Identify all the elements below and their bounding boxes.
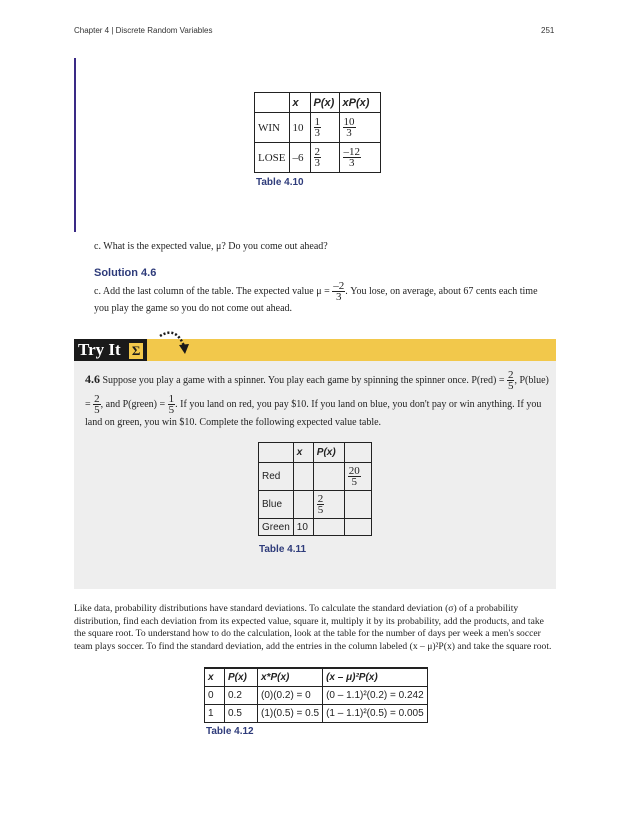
x-value: 10 (289, 113, 310, 143)
row-label: Red (259, 463, 294, 491)
table-header-cell: P(x) (225, 668, 258, 687)
fraction: $\frac{2}{5}$ (317, 493, 324, 516)
table-header-cell (255, 93, 290, 113)
solution-line-1: c. Add the last column of the table. The expected value μ = $\frac{-2}{3}$ . You lose, on average, about 67 cents each time (94, 280, 538, 303)
table-row (255, 113, 381, 143)
x-value: 10 (293, 519, 313, 536)
table-header-cell: x (289, 93, 310, 113)
question-c: c. What is the expected value, μ? Do you come out ahead? (94, 241, 328, 252)
table-caption: Table 4.12 (206, 726, 254, 737)
example-sidebar-rule (74, 58, 76, 232)
table-header-cell: P(x) (310, 93, 339, 113)
tryit-line-1: 4.6 Suppose you play a game with a spinner. You play each game by spinning the spinner once. P(red) = $\frac{2}{5}$ , P(blue) (85, 369, 549, 393)
fraction: $\frac{20}{5}$ (348, 465, 360, 488)
table-header-cell: xP(x) (339, 93, 380, 113)
fraction: $\frac{2}{3}$ (314, 146, 320, 169)
table-4-12 (204, 667, 428, 723)
blank-cell[interactable] (344, 519, 371, 536)
table-header-cell: x*P(x) (258, 668, 323, 687)
table-row (259, 519, 372, 536)
table-4-11 (258, 442, 372, 536)
blank-cell[interactable] (293, 491, 313, 519)
row-label: WIN (255, 113, 290, 143)
fraction: $\frac{-12}{3}$ (343, 146, 360, 169)
tryit-line-3: land on green, you win $10. Complete the following expected value table. (85, 417, 382, 428)
blank-cell[interactable] (313, 519, 344, 536)
dotted-arrow-icon (158, 328, 194, 358)
try-it-label: Try It Σ (74, 339, 147, 361)
table-header-cell: x (205, 668, 225, 687)
solution-title: Solution 4.6 (94, 267, 157, 279)
table-row (255, 143, 381, 173)
blank-cell[interactable] (344, 491, 371, 519)
table-row (259, 491, 372, 519)
sigma-icon: Σ (129, 343, 144, 359)
table-caption: Table 4.11 (259, 544, 307, 555)
std-dev-paragraph: Like data, probability distributions have standard deviations. To calculate the standard deviation (σ) of a probability distribution, find each deviation from its expected value, square it, multiply it by its probability, add the products, and take the square root. To understand how to do the calculation, look at the table for the number of days per week a men's soccer team plays soccer. To find the standard deviation, add the entries in the column labeled (x – μ)²P(x) and take the square root. (74, 603, 552, 652)
table-caption: Table 4.10 (256, 177, 304, 188)
tryit-line-2: = $\frac{2}{5}$ , and P(green) = $\frac{1}{5}$ . If you land on red, you pay $10. If you land on blue, you don't pay or win anything. If you (85, 393, 542, 416)
chapter-header: Chapter 4 | Discrete Random Variables (74, 26, 213, 35)
table-row: 1 0.5 (1)(0.5) = 0.5 (1 – 1.1)²(0.5) = 0.005 (205, 705, 428, 723)
row-label: LOSE (255, 143, 290, 173)
table-4-10 (254, 92, 381, 173)
table-header-cell: (x – μ)²P(x) (323, 668, 428, 687)
fraction: $\frac{-2}{3}$ (333, 280, 345, 303)
table-row (259, 463, 372, 491)
solution-line-2: you play the game so you do not come out ahead. (94, 303, 293, 314)
row-label: Blue (259, 491, 294, 519)
fraction: $\frac{1}{3}$ (314, 116, 320, 139)
table-row: 0 0.2 (0)(0.2) = 0 (0 – 1.1)²(0.2) = 0.242 (205, 687, 428, 705)
page-number: 251 (541, 26, 555, 35)
row-label: Green (259, 519, 294, 536)
table-header-cell: x (293, 443, 313, 463)
fraction: $\frac{10}{3}$ (343, 116, 355, 139)
blank-cell[interactable] (313, 463, 344, 491)
table-header-cell: P(x) (313, 443, 344, 463)
blank-cell[interactable] (293, 463, 313, 491)
x-value: –6 (289, 143, 310, 173)
